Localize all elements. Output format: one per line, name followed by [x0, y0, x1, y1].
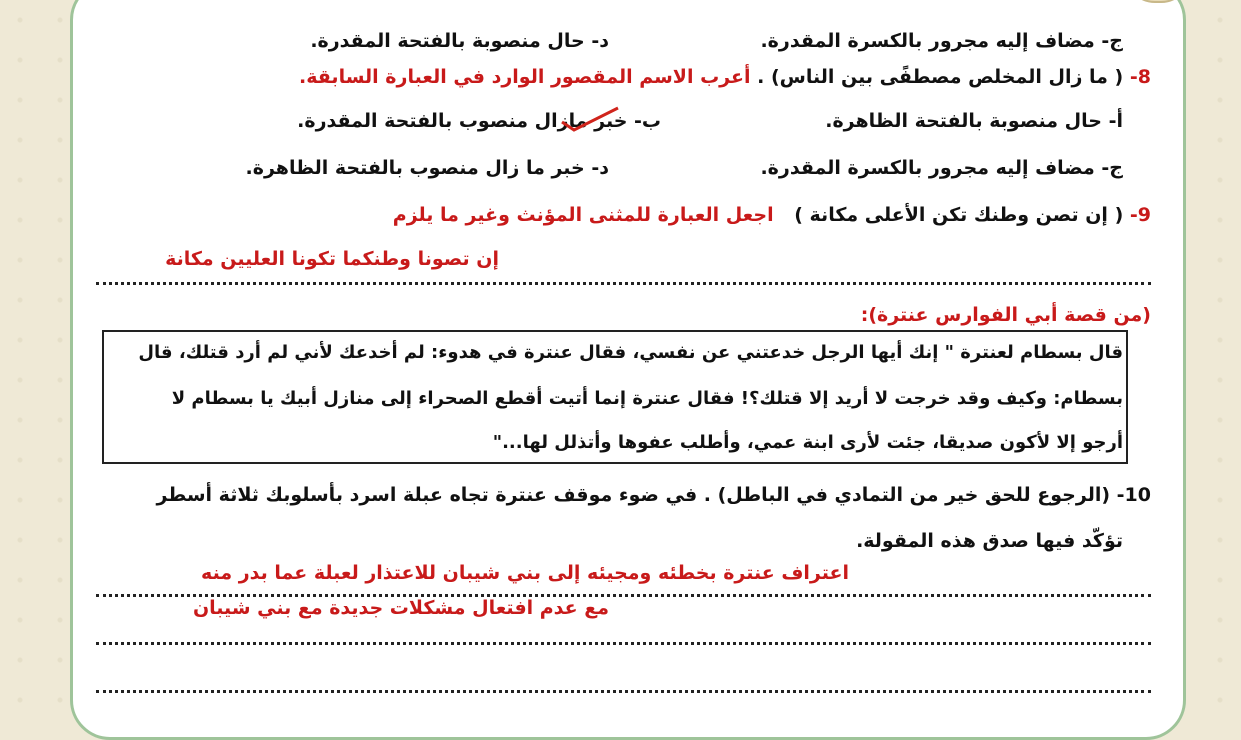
q10-prompt-1: (الرجوع للحق خير من التمادي في الباطل) . في ضوء موقف عنترة تجاه عبلة اسرد بأسلوبك ثلاثة أسطر	[156, 484, 1111, 506]
passage-line-3: أرجو إلا لأكون صديقا، جئت لأرى ابنة عمي، وأطلب عفوها وأتذلل لها..."	[492, 432, 1123, 453]
passage-line-2: بسطام: وكيف وقد خرجت لا أريد إلا قتلك؟! فقال عنترة إنما أتيت أقطع الصحراء إلى منازل أبيك يا بسطام لا	[171, 388, 1123, 409]
q10-answer-1: اعتراف عنترة بخطئه ومجيئه إلى بني شيبان للاعتذار لعبلة عما بدر منه	[201, 562, 849, 584]
q9-number: 9-	[1129, 204, 1151, 226]
answer-dotted-line	[96, 642, 1151, 645]
answer-dotted-line	[96, 282, 1151, 285]
q9-line	[393, 204, 1151, 226]
q10-line-1	[157, 484, 1151, 506]
answer-dotted-line	[96, 690, 1151, 693]
q8-option-b: ب- خبر مازال منصوب بالفتحة المقدرة.	[297, 110, 661, 132]
corner-ornament	[1125, 0, 1191, 3]
q8-sentence: ( ما زال المخلص مصطفًى بين الناس) .	[757, 66, 1124, 88]
q8-option-a: أ- حال منصوبة بالفتحة الظاهرة.	[825, 110, 1123, 132]
passage-title: (من قصة أبي الفوارس عنترة):	[860, 304, 1151, 326]
q10-answer-2: مع عدم افتعال مشكلات جديدة مع بني شيبان	[192, 597, 609, 619]
q9-answer: إن تصونا وطنكما تكونا العليين مكانة	[165, 248, 499, 270]
q8-number: 8-	[1129, 66, 1151, 88]
q9-instruction: اجعل العبارة للمثنى المؤنث وغير ما يلزم	[392, 204, 774, 226]
q8-instruction: أعرب الاسم المقصور الوارد في العبارة السابقة.	[299, 66, 751, 88]
q8-option-c: ج- مضاف إليه مجرور بالكسرة المقدرة.	[760, 157, 1123, 179]
passage-line-1: قال بسطام لعنترة " إنك أيها الرجل خدعتني عن نفسي، فقال عنترة في هدوء: لم أخدعك لأني لم أرد قتلك، قال	[138, 342, 1123, 363]
q7-option-d: د- حال منصوبة بالفتحة المقدرة.	[310, 30, 609, 52]
q10-number: 10-	[1116, 484, 1151, 506]
q9-sentence: ( إن تصن وطنك تكن الأعلى مكانة )	[794, 204, 1124, 226]
q8-option-d: د- خبر ما زال منصوب بالفتحة الظاهرة.	[245, 157, 609, 179]
q10-prompt-2: تؤكّد فيها صدق هذه المقولة.	[856, 530, 1123, 552]
q8-line	[299, 66, 1151, 88]
q7-option-c: ج- مضاف إليه مجرور بالكسرة المقدرة.	[760, 30, 1123, 52]
checkmark-icon	[560, 104, 620, 134]
